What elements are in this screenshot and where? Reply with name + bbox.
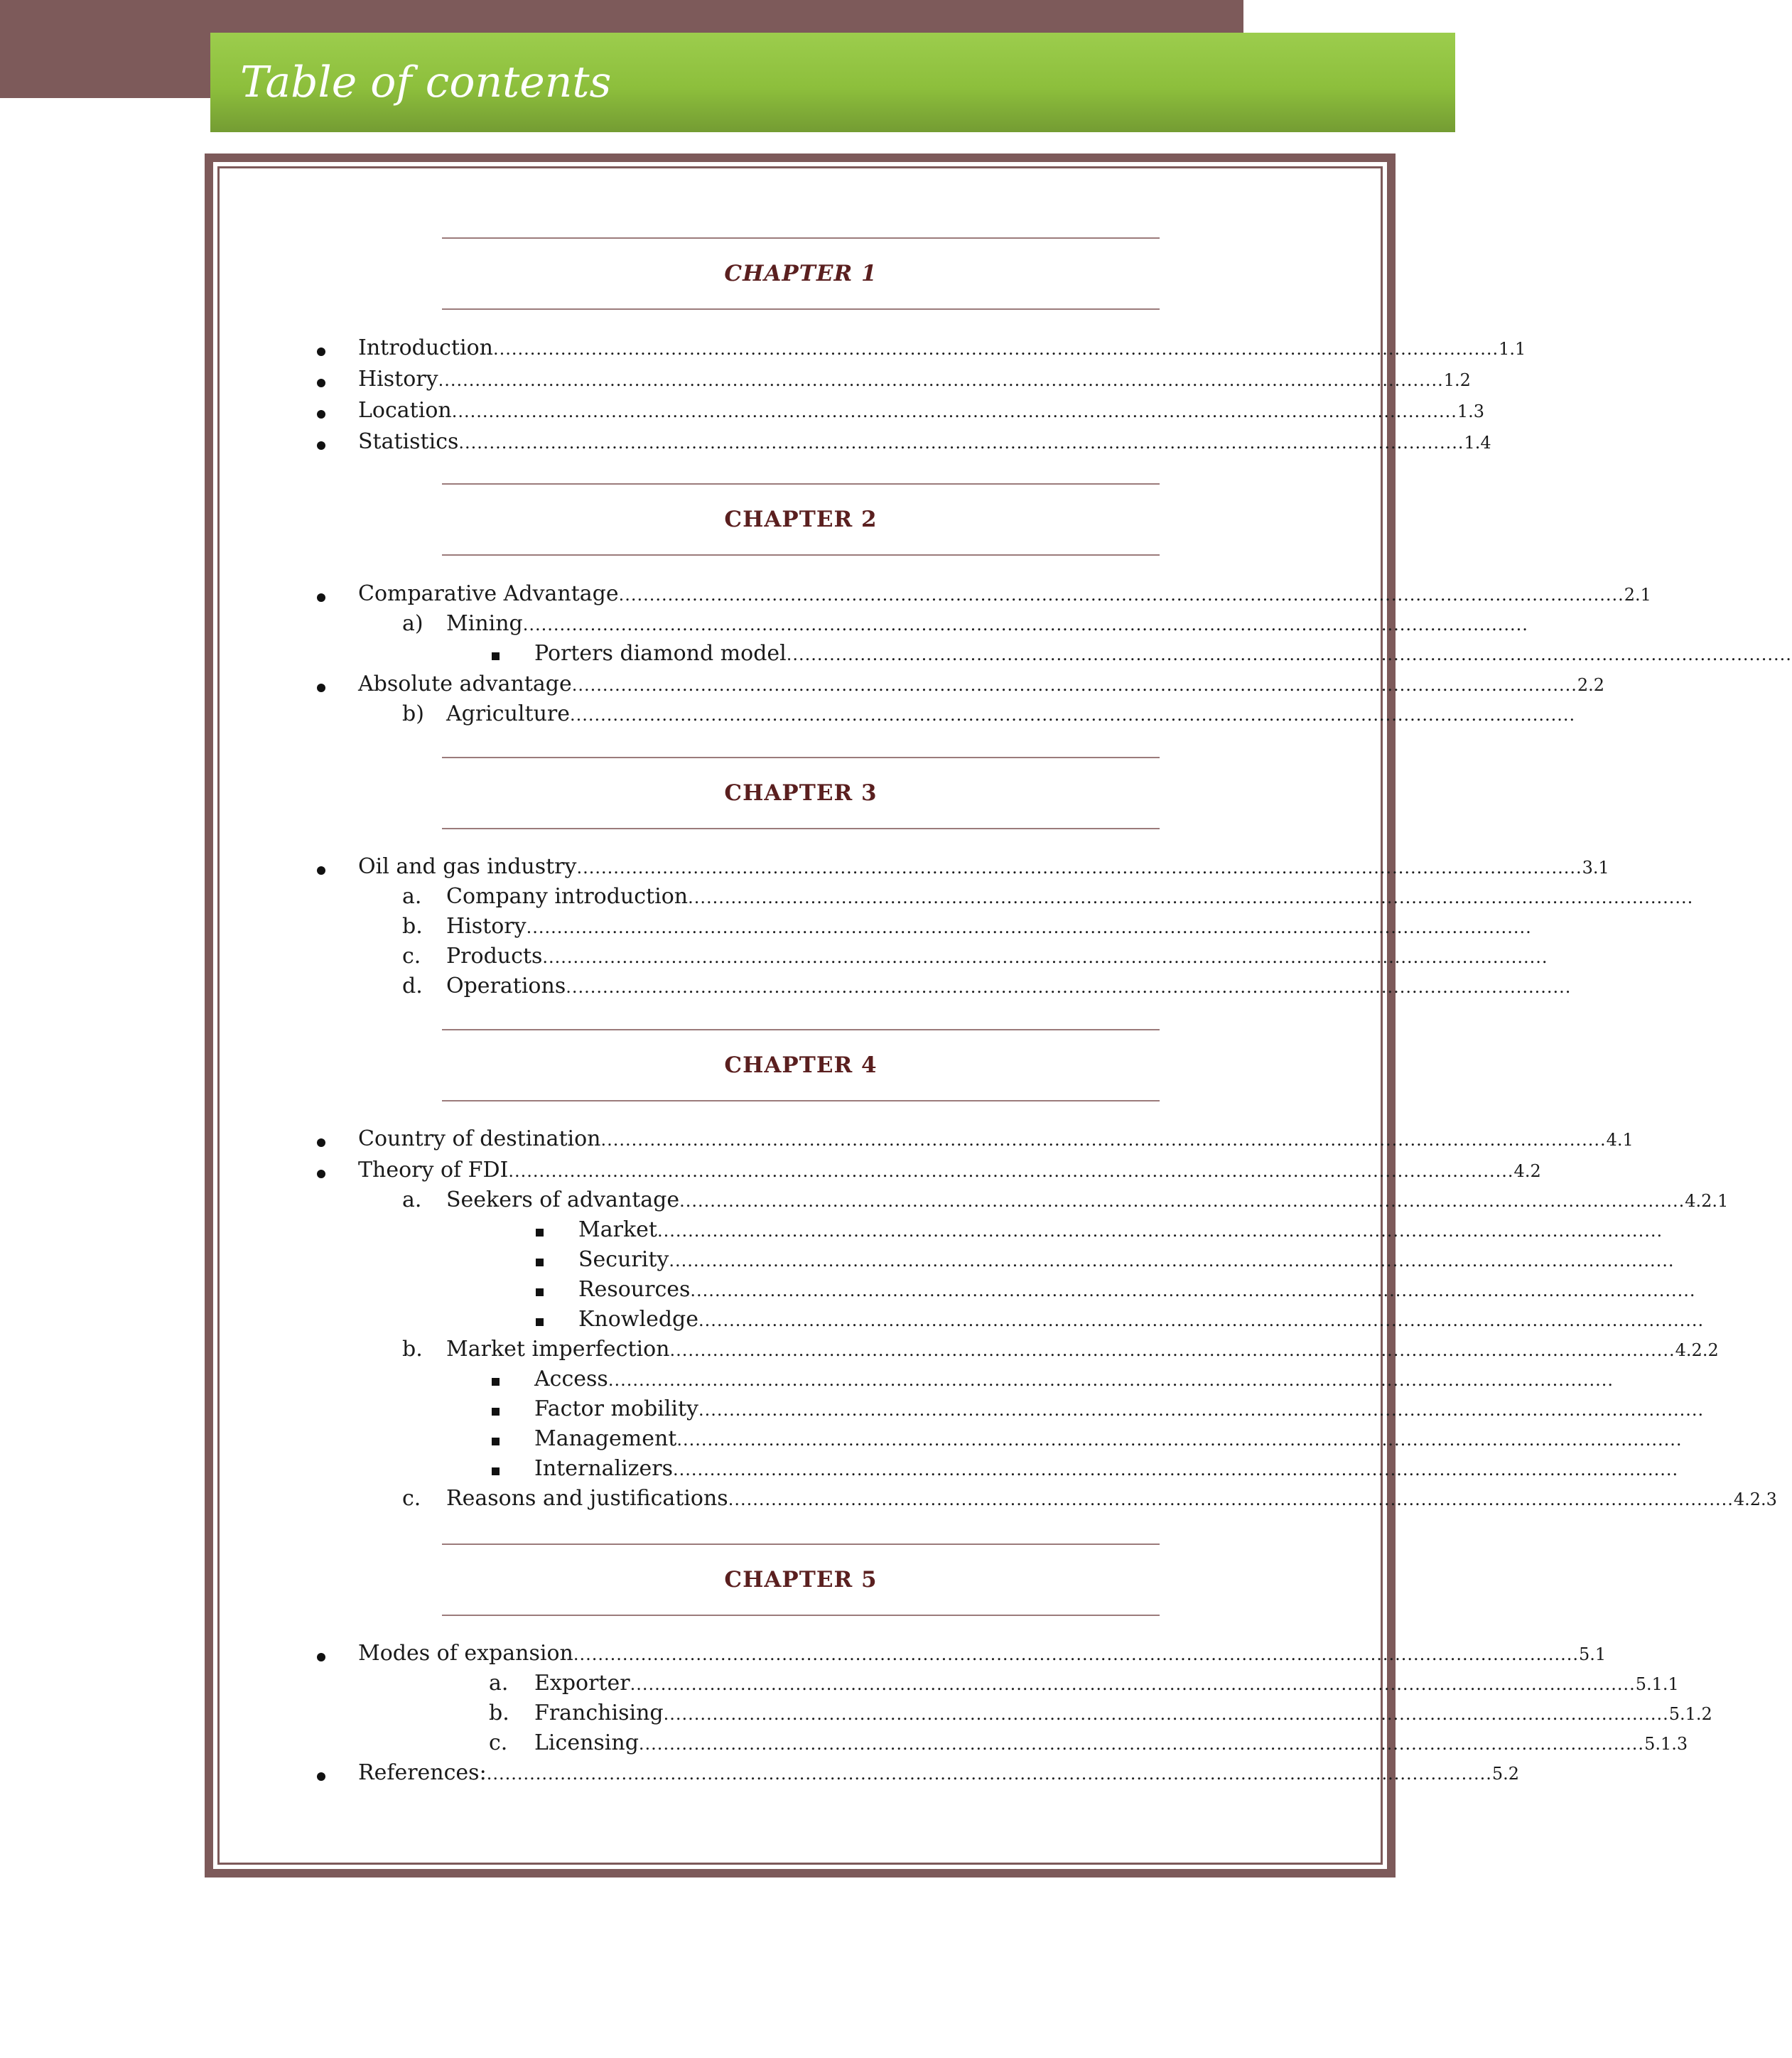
- toc-entry-modes-of-expansion[interactable]: [358, 1641, 1607, 1669]
- toc-entry-page: 5.1.2: [1668, 1704, 1712, 1724]
- toc-entry-label: Access: [534, 1367, 608, 1391]
- dot-leader: ....................................................................................................................................................................: [608, 1370, 1614, 1390]
- chapter-heading-4: [442, 1029, 1160, 1101]
- toc-entry-franchising[interactable]: [534, 1701, 1712, 1729]
- toc-entry-porters-diamond-model[interactable]: [534, 641, 1792, 669]
- toc-entry-oil-and-gas-industry[interactable]: [358, 854, 1609, 883]
- page-title: Table of contents: [240, 58, 612, 107]
- toc-entry-label: Market: [578, 1217, 657, 1242]
- bullet-icon: [317, 348, 325, 356]
- square-bullet-icon: [492, 1467, 500, 1475]
- toc-entry-marker: d.: [402, 974, 423, 998]
- toc-entry-label: Internalizers: [534, 1456, 674, 1481]
- dot-leader: ....................................................................................................................................................................: [526, 917, 1532, 937]
- toc-entry-label: Operations: [446, 974, 566, 998]
- title-banner: [210, 33, 1455, 132]
- dot-leader: ....................................................................................................................................................................: [438, 370, 1444, 390]
- square-bullet-icon: [492, 1378, 500, 1386]
- toc-entry-page: 3.1: [1582, 858, 1609, 878]
- dot-leader: ....................................................................................................................................................................: [570, 705, 1576, 725]
- dot-leader: ....................................................................................................................................................................: [688, 888, 1694, 907]
- toc-entry-page: 1.3: [1457, 402, 1485, 421]
- toc-entry-page: 4.2.1: [1685, 1191, 1729, 1211]
- toc-entry-comparative-advantage[interactable]: [358, 581, 1651, 610]
- toc-entry-marker: b): [402, 701, 424, 726]
- toc-entry-marker: b.: [489, 1701, 509, 1725]
- dot-leader: ....................................................................................................................................................................: [669, 1340, 1675, 1360]
- toc-entry-seekers-of-advantage[interactable]: [446, 1187, 1729, 1216]
- toc-entry-page: 1.1: [1499, 339, 1526, 359]
- bullet-icon: [317, 684, 325, 692]
- toc-entry-company-history[interactable]: [446, 914, 1532, 942]
- toc-entry-label: Reasons and justifications: [446, 1486, 728, 1511]
- toc-entry-label: Seekers of advantage: [446, 1187, 680, 1212]
- square-bullet-icon: [492, 652, 500, 660]
- chapter-heading-1: [442, 237, 1160, 310]
- toc-entry-label: Statistics: [358, 429, 459, 454]
- dot-leader: ....................................................................................................................................................................: [669, 1251, 1675, 1271]
- dot-leader: ....................................................................................................................................................................: [600, 1130, 1607, 1150]
- square-bullet-icon: [536, 1318, 544, 1326]
- toc-entry-label: Modes of expansion: [358, 1641, 573, 1666]
- toc-entry-location[interactable]: [358, 398, 1485, 426]
- toc-entry-label: Comparative Advantage: [358, 581, 619, 606]
- toc-entry-label: History: [446, 914, 527, 939]
- toc-entry-marker: a): [402, 611, 423, 636]
- bullet-icon: [317, 410, 325, 419]
- dot-leader: ....................................................................................................................................................................: [571, 675, 1577, 695]
- toc-content: [205, 153, 1792, 1877]
- toc-entry-label: Location: [358, 398, 452, 423]
- toc-entry-label: Licensing: [534, 1730, 639, 1755]
- toc-entry-products[interactable]: [446, 944, 1548, 972]
- dot-leader: ....................................................................................................................................................................: [638, 1734, 1645, 1754]
- dot-leader: ....................................................................................................................................................................: [630, 1674, 1636, 1694]
- square-bullet-icon: [536, 1288, 544, 1296]
- toc-entry-label: Exporter: [534, 1671, 630, 1696]
- bullet-icon: [317, 1772, 325, 1781]
- dot-leader: ....................................................................................................................................................................: [451, 402, 1457, 421]
- toc-entry-history[interactable]: [358, 367, 1471, 395]
- dot-leader: ....................................................................................................................................................................: [486, 1764, 1492, 1784]
- toc-entry-marker: c.: [402, 944, 421, 969]
- chapter-heading-text: CHAPTER 4: [724, 1052, 878, 1078]
- toc-entry-introduction[interactable]: [358, 335, 1526, 364]
- toc-entry-mining[interactable]: [446, 611, 1528, 640]
- chapter-heading-text: CHAPTER 2: [724, 507, 878, 532]
- toc-entry-label: Oil and gas industry: [358, 854, 577, 879]
- chapter-heading-3: [442, 757, 1160, 829]
- dot-leader: ....................................................................................................................................................................: [657, 1221, 1663, 1241]
- toc-entry-label: Security: [578, 1247, 669, 1272]
- dot-leader: ....................................................................................................................................................................: [663, 1704, 1669, 1724]
- toc-entry-market-imperfection[interactable]: [446, 1337, 1719, 1365]
- toc-entry-resources[interactable]: [578, 1277, 1696, 1305]
- toc-entry-reasons-and-justifications[interactable]: [446, 1486, 1777, 1514]
- dot-leader: ....................................................................................................................................................................: [522, 615, 1528, 635]
- toc-entry-page: 4.2.3: [1733, 1489, 1777, 1509]
- toc-entry-label: Country of destination: [358, 1126, 601, 1151]
- dot-leader: ....................................................................................................................................................................: [690, 1281, 1696, 1300]
- toc-entry-page: 2.1: [1624, 585, 1651, 605]
- bullet-icon: [317, 593, 325, 602]
- toc-entry-agriculture[interactable]: [446, 701, 1576, 730]
- toc-entry-internalizers[interactable]: [534, 1456, 1679, 1485]
- chapter-heading-2: [442, 483, 1160, 556]
- toc-entry-marker: b.: [402, 1337, 423, 1362]
- toc-entry-label: Introduction: [358, 335, 493, 360]
- dot-leader: ....................................................................................................................................................................: [676, 1430, 1683, 1450]
- toc-entry-marker: c.: [489, 1730, 508, 1755]
- square-bullet-icon: [536, 1229, 544, 1237]
- dot-leader: ....................................................................................................................................................................: [786, 645, 1792, 664]
- toc-entry-label: Franchising: [534, 1701, 664, 1725]
- toc-entry-page: 5.1.3: [1644, 1734, 1688, 1754]
- toc-entry-page: 1.4: [1464, 433, 1491, 453]
- toc-entry-licensing[interactable]: [534, 1730, 1688, 1759]
- bullet-icon: [317, 866, 325, 875]
- toc-entry-company-introduction[interactable]: [446, 884, 1694, 912]
- toc-entry-page: 5.2: [1491, 1764, 1519, 1784]
- dot-leader: ....................................................................................................................................................................: [493, 339, 1499, 359]
- toc-entry-label: Absolute advantage: [358, 672, 572, 696]
- chapter-heading-text: CHAPTER 1: [724, 261, 878, 286]
- toc-entry-page: 1.2: [1443, 370, 1471, 390]
- square-bullet-icon: [536, 1259, 544, 1266]
- bullet-icon: [317, 1653, 325, 1661]
- bullet-icon: [317, 441, 325, 450]
- toc-entry-marker: a.: [489, 1671, 509, 1696]
- toc-entry-label: Agriculture: [446, 701, 570, 726]
- dot-leader: ....................................................................................................................................................................: [573, 1644, 1579, 1664]
- toc-entry-label: Management: [534, 1426, 677, 1451]
- toc-entry-label: Porters diamond model: [534, 641, 787, 666]
- toc-entry-marker: b.: [402, 914, 423, 939]
- dot-leader: ....................................................................................................................................................................: [542, 947, 1548, 967]
- toc-entry-statistics[interactable]: [358, 429, 1491, 458]
- toc-entry-access[interactable]: [534, 1367, 1614, 1395]
- toc-entry-references[interactable]: [358, 1760, 1519, 1789]
- toc-entry-label: Market imperfection: [446, 1337, 670, 1362]
- chapter-heading-text: CHAPTER 3: [724, 780, 878, 806]
- toc-entry-exporter[interactable]: [534, 1671, 1679, 1699]
- toc-entry-marker: a.: [402, 1187, 422, 1212]
- dot-leader: ....................................................................................................................................................................: [576, 858, 1582, 878]
- toc-entry-security[interactable]: [578, 1247, 1675, 1276]
- toc-entry-page: 2.2: [1577, 675, 1605, 695]
- toc-entry-country-of-destination[interactable]: [358, 1126, 1634, 1155]
- toc-entry-marker: c.: [402, 1486, 421, 1511]
- chapter-heading-text: CHAPTER 5: [724, 1567, 878, 1593]
- toc-entry-operations[interactable]: [446, 974, 1572, 1002]
- toc-entry-label: Company introduction: [446, 884, 689, 909]
- dot-leader: ....................................................................................................................................................................: [458, 433, 1464, 453]
- toc-entry-label: Knowledge: [578, 1307, 698, 1332]
- bullet-icon: [317, 1170, 325, 1178]
- toc-entry-label: Resources: [578, 1277, 691, 1302]
- square-bullet-icon: [492, 1438, 500, 1445]
- dot-leader: ....................................................................................................................................................................: [566, 977, 1572, 997]
- toc-entry-page: 5.1.1: [1635, 1674, 1679, 1694]
- toc-entry-label: Mining: [446, 611, 523, 636]
- toc-entry-page: 4.1: [1606, 1130, 1634, 1150]
- dot-leader: ....................................................................................................................................................................: [698, 1400, 1705, 1420]
- toc-entry-absolute-advantage[interactable]: [358, 672, 1605, 700]
- dot-leader: ....................................................................................................................................................................: [618, 585, 1624, 605]
- toc-entry-page: 4.2.2: [1675, 1340, 1719, 1360]
- dot-leader: ....................................................................................................................................................................: [698, 1310, 1705, 1330]
- dot-leader: ....................................................................................................................................................................: [673, 1460, 1679, 1480]
- chapter-heading-5: [442, 1544, 1160, 1616]
- dot-leader: ....................................................................................................................................................................: [508, 1161, 1514, 1181]
- toc-entry-theory-of-fdi[interactable]: [358, 1158, 1541, 1186]
- toc-entry-label: History: [358, 367, 438, 392]
- toc-entry-management[interactable]: [534, 1426, 1683, 1455]
- toc-entry-page: 5.1: [1578, 1644, 1607, 1664]
- toc-entry-page: 4.2: [1513, 1161, 1541, 1181]
- toc-entry-knowledge[interactable]: [578, 1307, 1705, 1335]
- toc-entry-label: References:: [358, 1760, 487, 1785]
- toc-entry-factor-mobility[interactable]: [534, 1396, 1705, 1425]
- toc-entry-label: Factor mobility: [534, 1396, 698, 1421]
- toc-entry-marker: a.: [402, 884, 422, 909]
- bullet-icon: [317, 379, 325, 387]
- dot-leader: ....................................................................................................................................................................: [679, 1191, 1685, 1211]
- toc-entry-market[interactable]: [578, 1217, 1663, 1246]
- toc-entry-label: Products: [446, 944, 543, 969]
- dot-leader: ....................................................................................................................................................................: [728, 1489, 1734, 1509]
- toc-entry-label: Theory of FDI: [358, 1158, 509, 1182]
- square-bullet-icon: [492, 1408, 500, 1416]
- bullet-icon: [317, 1138, 325, 1147]
